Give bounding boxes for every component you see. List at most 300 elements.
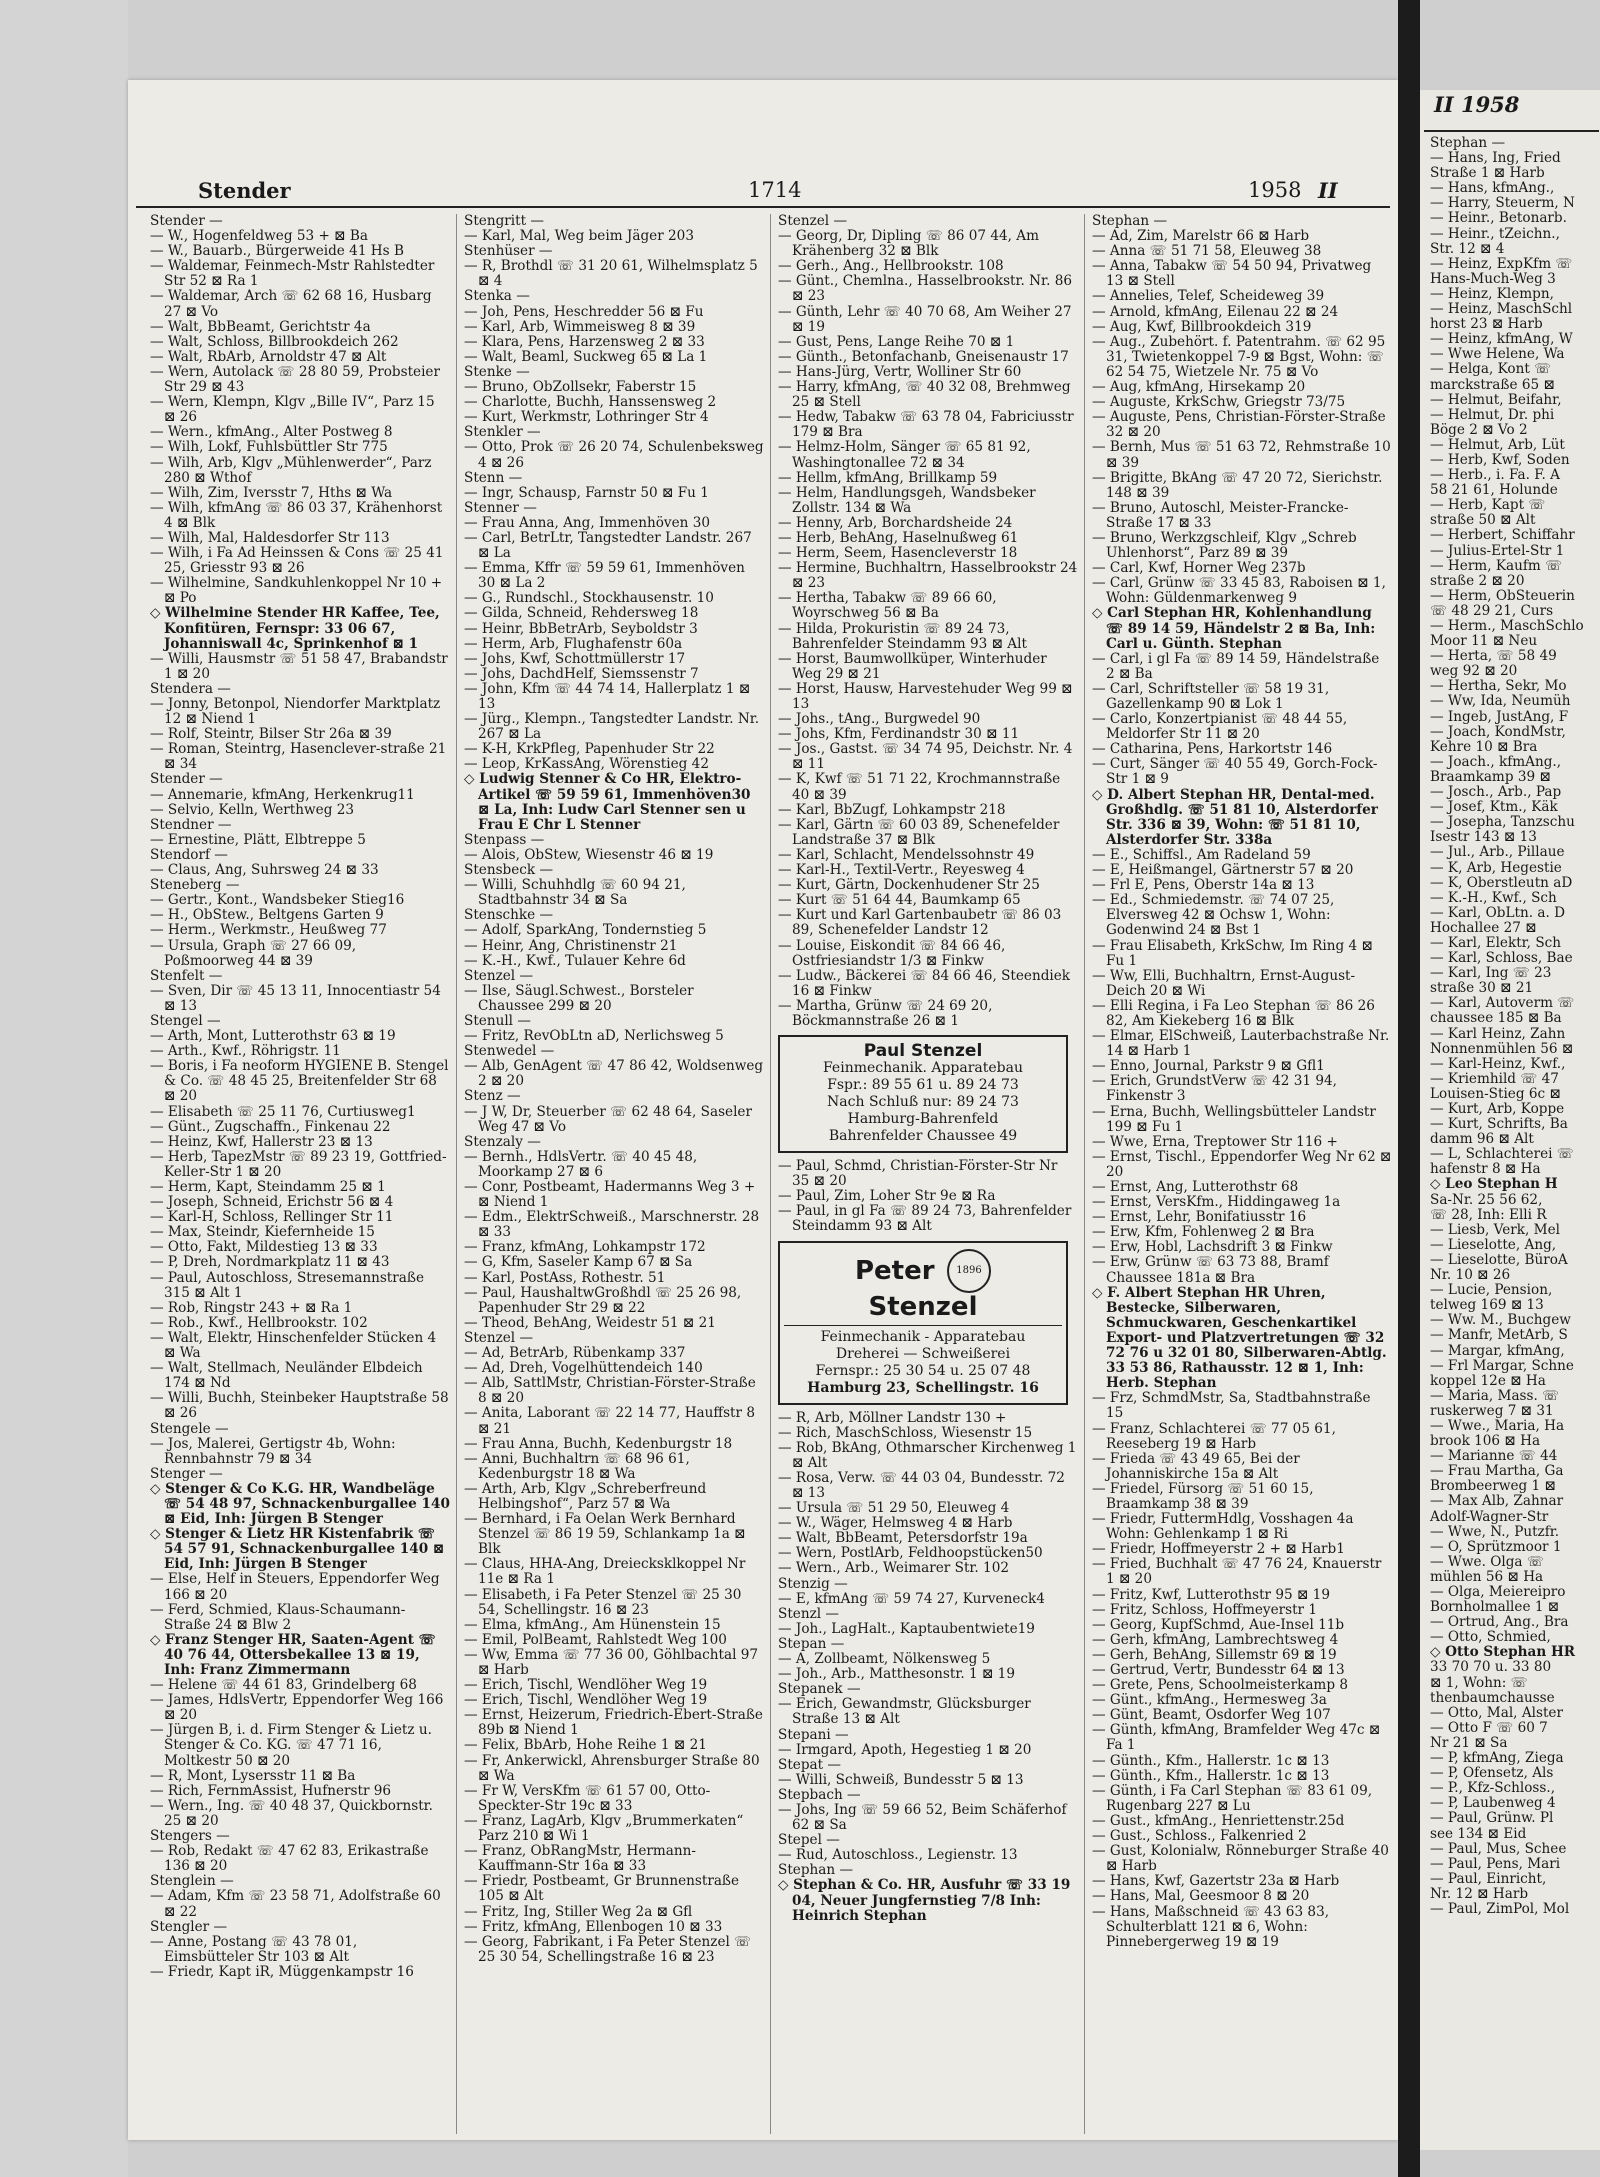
- adjacent-entry: Str. 12 ⊠ 4: [1430, 240, 1505, 257]
- directory-entry: — Kurt, Gärtn, Dockenhudener Str 25: [778, 877, 1040, 894]
- directory-entry: — Wern., Ing. ☏ 40 48 37, Quickbornstr. 25 ⊠ 20: [150, 1797, 434, 1829]
- directory-entry: — Fritz, Kwf, Lutterothstr 95 ⊠ 19: [1092, 1586, 1330, 1603]
- adjacent-entry: straße 50 ⊠ Alt: [1430, 512, 1536, 529]
- adjacent-entry: — Olga, Meiereipro: [1430, 1584, 1566, 1600]
- directory-entry: — Herb, TapezMstr ☏ 89 23 19, Gottfried-Keller-Str 1 ⊠ 20: [150, 1148, 447, 1180]
- directory-entry: — Karl, Arb, Wimmeisweg 8 ⊠ 39: [464, 318, 696, 335]
- surname-heading: Stepanek —: [778, 1681, 861, 1698]
- directory-entry: — Grete, Pens, Schoolmeisterkamp 8: [1092, 1677, 1348, 1694]
- directory-entry: — Rich, FernmAssist, Hufnerstr 96: [150, 1782, 392, 1799]
- year-label: 1958: [1248, 178, 1302, 202]
- directory-entry: — Ingr, Schausp, Farnstr 50 ⊠ Fu 1: [464, 484, 709, 501]
- adjacent-entry: — Harry, Steuerm, N: [1430, 195, 1575, 212]
- adjacent-entry: weg 92 ⊠ 20: [1430, 663, 1518, 680]
- directory-entry: — Walt, Elektr, Hinschenfelder Stücken 4 ⊠ Wa: [150, 1329, 437, 1362]
- adjacent-entry: — Otto F ☏ 60 7: [1430, 1719, 1548, 1736]
- surname-heading: Stenzl —: [778, 1605, 839, 1622]
- directory-entry: — Bruno, Werkzgschleif, Klgv „Schreb Uhlenhorst“, Parz 89 ⊠ 39: [1092, 529, 1357, 562]
- directory-entry: — Emma, Kffr ☏ 59 59 61, Immenhöven 30 ⊠ La 2: [464, 560, 745, 592]
- adjacent-entry: — Kriemhild ☏ 47: [1430, 1070, 1559, 1087]
- directory-entry: — R, Arb, Möllner Landstr 130 +: [778, 1409, 1007, 1426]
- ad-title-last: Stenzel: [868, 1291, 978, 1322]
- directory-entry: — Ad, Dreh, Vogelhüttendeich 140: [464, 1360, 703, 1377]
- adjacent-entry: — Frl Margar, Schne: [1430, 1357, 1574, 1374]
- directory-entry: — Erich, Tischl, Wendlöher Weg 19: [464, 1677, 708, 1694]
- directory-entry: — Ww, Emma ☏ 77 36 00, Göhlbachtal 97 ⊠ Harb: [464, 1646, 759, 1678]
- directory-entry: — E, Heißmangel, Gärtnerstr 57 ⊠ 20: [1092, 862, 1354, 879]
- directory-entry: — Gilda, Schneid, Rehdersweg 18: [464, 605, 699, 622]
- adjacent-entry: — Liesb, Verk, Mel: [1430, 1221, 1560, 1238]
- directory-entry: — Paul, HaushaltwGroßhdl ☏ 25 26 98, Papenhuder Str 29 ⊠ 22: [464, 1284, 742, 1316]
- directory-entry: — Herb, BehAng, Haselnußweg 61: [778, 529, 1019, 546]
- ad-paul-stenzel: [778, 1035, 1068, 1153]
- directory-entry: — Wwe, Erna, Treptower Str 116 +: [1092, 1133, 1338, 1150]
- adjacent-entry: — Ww, Ida, Neumüh: [1430, 693, 1571, 710]
- directory-entry: — Walt, Beaml, Suckweg 65 ⊠ La 1: [464, 348, 708, 365]
- directory-entry: — Herm, Seem, Hasencleverstr 18: [778, 545, 1018, 562]
- directory-entry: — Wern., kfmAng., Alter Postweg 8: [150, 424, 393, 441]
- directory-entry: — Willi, Schweiß, Bundesstr 5 ⊠ 13: [778, 1771, 1024, 1788]
- directory-entry: — J W, Dr, Steuerber ☏ 62 48 64, Saseler Weg 47 ⊠ Vo: [464, 1103, 752, 1135]
- surname-heading: Stenzaly —: [464, 1133, 541, 1150]
- directory-entry: — Karl, BbZugf, Lohkampstr 218: [778, 801, 1006, 818]
- directory-entry: — Otto, Fakt, Mildestieg 13 ⊠ 33: [150, 1239, 378, 1256]
- adjacent-entry: — Herb, Kapt ☏: [1430, 497, 1546, 514]
- directory-entry: — Paul, in gl Fa ☏ 89 24 73, Bahrenfelder Steindamm 93 ⊠ Alt: [778, 1203, 1072, 1235]
- directory-entry: — Günth, kfmAng, Bramfelder Weg 47c ⊠ Fa 1: [1092, 1722, 1381, 1754]
- adjacent-entry: — Paul, ZimPol, Mol: [1430, 1900, 1570, 1917]
- adjacent-entry: — Karl, Elektr, Sch: [1430, 934, 1562, 951]
- directory-entry: — Joh., Arb., Matthesonstr. 1 ⊠ 19: [778, 1666, 1015, 1683]
- adjacent-entry: — Josef, Ktm., Käk: [1430, 799, 1558, 816]
- directory-entry: — Selvio, Kelln, Werthweg 23: [150, 801, 355, 818]
- directory-entry: — A, Zollbeamt, Nölkensweg 5: [778, 1651, 991, 1668]
- adjacent-entry: — K, Arb, Hegestie: [1430, 859, 1562, 876]
- adjacent-entry: — Herm, ObSteuerin: [1430, 587, 1575, 604]
- book-gutter: [1398, 0, 1420, 2177]
- directory-entry: — Louise, Eiskondit ☏ 84 66 46, Ostfriesiandstr 1/3 ⊠ Finkw: [778, 937, 1006, 969]
- directory-entry: — Gust, Pens, Lange Reihe 70 ⊠ 1: [778, 333, 1015, 350]
- directory-entry: — Georg, KupfSchmd, Aue-Insel 11b: [1092, 1616, 1345, 1633]
- adjacent-entry: koppel 12e ⊠ Ha: [1430, 1372, 1546, 1389]
- directory-entry: — Charlotte, Buchh, Hanssensweg 2: [464, 394, 717, 411]
- directory-entry: — Willi, Schuhhdlg ☏ 60 94 21, Stadtbahnstr 34 ⊠ Sa: [464, 877, 686, 909]
- directory-entry: — Horst, Hausw, Harvestehuder Weg 99 ⊠ 13: [778, 680, 1073, 712]
- surname-heading: Stengele —: [150, 1420, 229, 1437]
- adjacent-entry: 33 70 70 u. 33 80: [1430, 1659, 1552, 1676]
- adjacent-entry: ☏ 48 29 21, Curs: [1430, 602, 1554, 619]
- directory-entry: — Ursula, Graph ☏ 27 66 09, Poßmoorweg 44 ⊠ 39: [150, 937, 357, 969]
- adjacent-entry: — Max Alb, Zahnar: [1430, 1493, 1564, 1510]
- directory-entry: — E., Schiffsl., Am Radeland 59: [1092, 846, 1311, 863]
- adjacent-entry: — Joach, KondMstr,: [1430, 723, 1566, 740]
- directory-entry: — Anna ☏ 51 71 58, Eleuweg 38: [1092, 243, 1322, 260]
- adjacent-entry: — Kurt, Schrifts, Ba: [1430, 1116, 1568, 1133]
- column-4: [1092, 214, 1392, 1950]
- surname-heading: Stender —: [150, 213, 223, 229]
- directory-entry: — Joh, Pens, Heschredder 56 ⊠ Fu: [464, 303, 704, 320]
- directory-entry: — Waldemar, Arch ☏ 62 68 16, Husbarg 27 ⊠ Vo: [150, 288, 432, 320]
- firm-entry: ◇ F. Albert Stephan HR Uhren, Bestecke, Silberwaren, Schmuckwaren, Geschenkartikel Export- und Platzvertretungen ☏ 32 72 76 u 32 01 80, Silberwaren-Abtlg. 33 53 86, Rathausstr. 12 ⊠ 1, Inh: Herb. Stephan: [1092, 1284, 1387, 1392]
- surname-heading: Stenner —: [464, 499, 537, 516]
- directory-entry: — Jonny, Betonpol, Niendorfer Marktplatz 12 ⊠ Niend 1: [150, 696, 441, 728]
- adjacent-entry: — Maria, Mass. ☏: [1430, 1387, 1560, 1404]
- ad-line: Feinmechanik. Apparatebau: [822, 1060, 1024, 1077]
- surname-heading: Stepat —: [778, 1756, 842, 1773]
- adjacent-entry: Hochallee 27 ⊠: [1430, 919, 1537, 936]
- directory-entry: — Erw, Hobl, Lachsdrift 3 ⊠ Finkw: [1092, 1239, 1333, 1256]
- directory-entry: — Hans, Kwf, Gazertstr 23a ⊠ Harb: [1092, 1873, 1340, 1890]
- surname-heading: Stendorf —: [150, 846, 228, 863]
- directory-entry: — Gerh, BehAng, Sillemstr 69 ⊠ 19: [1092, 1646, 1337, 1663]
- directory-entry: — Heinr, BbBetrArb, Seyboldstr 3: [464, 620, 698, 637]
- directory-entry: — Ad, BetrArb, Rübenkamp 337: [464, 1345, 686, 1362]
- directory-entry: — Elma, kfmAng., Am Hünenstein 15: [464, 1616, 721, 1633]
- directory-entry: — Franz, ObRangMstr, Hermann-Kauffmann-Str 16a ⊠ 33: [464, 1843, 696, 1875]
- adjacent-entry: — Paul, Einricht,: [1430, 1870, 1547, 1887]
- directory-entry: — Arth, Arb, Klgv „Schreberfreund Helbingshof“, Parz 57 ⊠ Wa: [464, 1480, 707, 1512]
- directory-entry: — Johs, Kfm, Ferdinandstr 30 ⊠ 11: [778, 726, 1020, 743]
- directory-entry: — Gerh., Ang., Hellbrookstr. 108: [778, 258, 1004, 275]
- directory-entry: — Walt, Schloss, Billbrookdeich 262: [150, 333, 399, 350]
- directory-entry: — Karl-H, Schloss, Rellinger Str 11: [150, 1209, 394, 1226]
- adjacent-entry: — Heinr., tZeichn.,: [1430, 225, 1560, 242]
- directory-entry: — Johs., tAng., Burgwedel 90: [778, 711, 981, 728]
- directory-entry: — Anne, Postang ☏ 43 78 01, Eimsbütteler Str 103 ⊠ Alt: [150, 1933, 358, 1965]
- directory-entry: — Felix, BbArb, Hohe Reihe 1 ⊠ 21: [464, 1737, 707, 1754]
- directory-entry: — Rob., Kwf., Hellbrookstr. 102: [150, 1314, 368, 1331]
- directory-entry: — Günth, Lehr ☏ 40 70 68, Am Weiher 27 ⊠ 19: [778, 303, 1072, 335]
- directory-entry: — Walt, RbArb, Arnoldstr 47 ⊠ Alt: [150, 348, 387, 365]
- adjacent-entry: — Wwe Helene, Wa: [1430, 346, 1565, 363]
- surname-heading: Stephan —: [1092, 213, 1168, 229]
- surname-heading: Stenull —: [464, 1012, 531, 1029]
- adjacent-entry: hafenstr 8 ⊠ Ha: [1430, 1161, 1541, 1178]
- directory-entry: — Günth., Betonfachanb, Gneisenaustr 17: [778, 348, 1069, 365]
- surname-heading: Stenwedel —: [464, 1043, 555, 1060]
- adjacent-entry: — Helmut, Beifahr,: [1430, 391, 1562, 408]
- directory-entry: — Friedr, FuttermHdlg, Vosshagen 4a Wohn: Gehlenkamp 1 ⊠ Ri: [1092, 1511, 1354, 1543]
- adjacent-entry: — Ingeb, JustAng, F: [1430, 708, 1569, 725]
- adjacent-entry: ☏ 28, Inh: Elli R: [1430, 1206, 1547, 1223]
- directory-entry: — Bruno, ObZollsekr, Faberstr 15: [464, 379, 697, 396]
- directory-entry: — Kurt und Karl Gartenbaubetr ☏ 86 03 89, Schenefelder Landstr 12: [778, 907, 1062, 939]
- directory-entry: — Arth, Mont, Lutterothstr 63 ⊠ 19: [150, 1028, 396, 1045]
- directory-entry: — Bernh., HdlsVertr. ☏ 40 45 48, Moorkamp 27 ⊠ 6: [464, 1148, 698, 1180]
- directory-entry: — Heinz, Kwf, Hallerstr 23 ⊠ 13: [150, 1133, 373, 1150]
- adjacent-entry: — Paul, Pens, Mari: [1430, 1855, 1561, 1872]
- directory-entry: — Karl, Gärtn ☏ 60 03 89, Schenefelder Landstraße 37 ⊠ Blk: [778, 816, 1060, 848]
- directory-entry: — Wern, Klempn, Klgv „Bille IV“, Parz 15 ⊠ 26: [150, 394, 435, 426]
- ad-line: Fernspr.: 25 30 54 u. 25 07 48: [815, 1362, 1031, 1379]
- adjacent-entry: — P, Laubenweg 4: [1430, 1795, 1556, 1812]
- adjacent-entry: — Lieselotte, Ang,: [1430, 1236, 1557, 1253]
- directory-entry: — Henny, Arb, Borchardsheide 24: [778, 514, 1013, 531]
- directory-entry: — Erich, Tischl, Wendlöher Weg 19: [464, 1692, 708, 1709]
- surname-heading: Stendner —: [150, 816, 232, 833]
- directory-entry: — Jürgen B, i. d. Firm Stenger & Lietz u. Stenger & Co. KG. ☏ 47 71 16, Moltkestr 50 ⊠ 20: [150, 1722, 432, 1769]
- adjacent-entry: Straße 1 ⊠ Harb: [1430, 165, 1545, 182]
- adjacent-entry: Nr. 10 ⊠ 26: [1430, 1267, 1511, 1284]
- directory-entry: — Erw, Grünw ☏ 63 73 88, Bramf Chaussee 181a ⊠ Bra: [1092, 1254, 1329, 1286]
- adjacent-entry: — Heinz, MaschSchl: [1430, 301, 1573, 318]
- directory-entry: — Herm, Arb, Flughafenstr 60a: [464, 635, 683, 652]
- directory-entry: — Fritz, Ing, Stiller Weg 2a ⊠ Gfl: [464, 1903, 693, 1920]
- directory-entry: — Frau Anna, Ang, Immenhöven 30: [464, 514, 711, 531]
- directory-entry: — Carl, BetrLtr, Tangstedter Landstr. 267 ⊠ La: [464, 529, 752, 562]
- directory-entry: — Aug, kfmAng, Hirsekamp 20: [1092, 379, 1306, 396]
- adjacent-entry: chaussee 185 ⊠ Ba: [1430, 1010, 1562, 1027]
- directory-entry: — Otto, Prok ☏ 26 20 74, Schulenbeksweg 4 ⊠ 26: [464, 439, 764, 471]
- directory-entry: — Jos, Malerei, Gertigstr 4b, Wohn: Rennbahnstr 79 ⊠ 34: [150, 1435, 396, 1467]
- adjacent-entry: Moor 11 ⊠ Neu: [1430, 633, 1538, 650]
- directory-entry: — Aug, Kwf, Billbrookdeich 319: [1092, 318, 1312, 335]
- directory-entry: — Hedw, Tabakw ☏ 63 78 04, Fabriciusstr 179 ⊠ Bra: [778, 409, 1074, 441]
- adjacent-entry: — L, Schlachterei ☏: [1430, 1146, 1574, 1163]
- firm-entry: ◇ Carl Stephan HR, Kohlenhandlung ☏ 89 14 59, Händelstr 2 ⊠ Ba, Inh: Carl u. Günth. Stephan: [1092, 605, 1376, 652]
- directory-entry: — H., ObStew., Beltgens Garten 9: [150, 907, 384, 924]
- directory-entry: — Günth., Kfm., Hallerstr. 1c ⊠ 13: [1092, 1767, 1330, 1784]
- surname-heading: Stenpass —: [464, 831, 545, 848]
- directory-page: [128, 80, 1398, 2140]
- column-3: [778, 214, 1078, 1924]
- directory-entry: — Wilh, Mal, Haldesdorfer Str 113: [150, 529, 390, 546]
- directory-entry: — Carl, Grünw ☏ 33 45 83, Raboisen ⊠ 1, Wohn: Güldenmarkenweg 9: [1092, 575, 1386, 607]
- adjacent-entry: — Paul, Mus, Schee: [1430, 1840, 1567, 1857]
- directory-entry: — Wern, PostlArb, Feldhoopstücken50: [778, 1545, 1043, 1562]
- directory-entry: — Elmar, ElSchweiß, Lauterbachstraße Nr. 14 ⊠ Harb 1: [1092, 1028, 1390, 1060]
- directory-entry: — Anna, Tabakw ☏ 54 50 94, Privatweg 13 ⊠ Stell: [1092, 258, 1372, 290]
- directory-entry: — Ernestine, Plätt, Elbtreppe 5: [150, 831, 366, 848]
- surname-heading: Stengel —: [150, 1012, 221, 1029]
- directory-entry: — Rob, Ringstr 243 + ⊠ Ra 1: [150, 1299, 353, 1316]
- directory-entry: — Fr W, VersKfm ☏ 61 57 00, Otto-Speckter-Str 19c ⊠ 33: [464, 1782, 711, 1814]
- adjacent-entry: — P., Kfz-Schloss.,: [1430, 1780, 1556, 1797]
- surname-heading: Stenn —: [464, 469, 523, 486]
- directory-entry: — K-H, KrkPfleg, Papenhuder Str 22: [464, 741, 715, 758]
- adjacent-entry: — Josepha, Tanzschu: [1430, 814, 1575, 831]
- adjacent-entry: — Otto, Mal, Alster: [1430, 1704, 1563, 1721]
- directory-entry: — Hans, Maßschneid ☏ 43 63 83, Schulterblatt 121 ⊠ 6, Wohn: Pinnebergerweg 19 ⊠ 19: [1092, 1903, 1330, 1950]
- directory-entry: — Günt., Zugschaffn., Finkenau 22: [150, 1118, 391, 1135]
- adjacent-entry: straße 30 ⊠ 21: [1430, 980, 1534, 997]
- directory-entry: — Helmz-Holm, Sänger ☏ 65 81 92, Washingtonallee 72 ⊠ 34: [778, 439, 1031, 471]
- surname-heading: Stephan —: [778, 1862, 854, 1879]
- directory-entry: — Helm, Handlungsgeh, Wandsbeker Zollstr. 134 ⊠ Wa: [778, 484, 1036, 516]
- surname-heading: Steneberg —: [150, 877, 240, 894]
- directory-entry: — Gerh, kfmAng, Lambrechtsweg 4: [1092, 1631, 1339, 1648]
- directory-entry: — Frau Elisabeth, KrkSchw, Im Ring 4 ⊠ Fu 1: [1092, 937, 1373, 969]
- adjacent-entry: — Josch., Arb., Pap: [1430, 784, 1562, 801]
- directory-entry: — Ilse, Säugl.Schwest., Borsteler Chaussee 299 ⊠ 20: [464, 982, 694, 1014]
- directory-entry: — Fritz, RevObLtn aD, Nerlichsweg 5: [464, 1028, 724, 1045]
- directory-entry: — Frau Anna, Buchh, Kedenburgstr 18: [464, 1435, 733, 1452]
- directory-entry: — G., Rundschl., Stockhausenstr. 10: [464, 590, 714, 607]
- adjacent-entry: — Wwe., Maria, Ha: [1430, 1417, 1565, 1434]
- surname-heading: Stenzel —: [464, 1329, 534, 1346]
- adjacent-entry: thenbaumchausse: [1430, 1689, 1555, 1706]
- directory-entry: — Alb, GenAgent ☏ 47 86 42, Woldsenweg 2 ⊠ 20: [464, 1058, 764, 1090]
- adjacent-entry: — Joach., kfmAng.,: [1430, 753, 1562, 770]
- directory-entry: — Ernst, Tischl., Eppendorfer Weg Nr 62 ⊠ 20: [1092, 1148, 1392, 1180]
- directory-entry: — Horst, Baumwollküper, Winterhuder Weg 29 ⊠ 21: [778, 650, 1047, 682]
- directory-entry: — Adolf, SparkAng, Tondernstieg 5: [464, 922, 707, 939]
- ad-line: Nach Schluß nur: 89 24 73: [827, 1094, 1019, 1111]
- directory-entry: — Günt., Chemlna., Hasselbrookstr. Nr. 86 ⊠ 23: [778, 273, 1073, 305]
- adjacent-entry: see 134 ⊠ Eid: [1430, 1825, 1527, 1842]
- directory-entry: — Ludw., Bäckerei ☏ 84 66 46, Steendiek 16 ⊠ Finkw: [778, 967, 1071, 999]
- directory-entry: — Karl, PostAss, Rothestr. 51: [464, 1269, 666, 1286]
- directory-entry: — Bernh, Mus ☏ 51 63 72, Rehmstraße 10 ⊠ 39: [1092, 439, 1391, 471]
- directory-entry: — Carl, Kwf, Horner Weg 237b: [1092, 560, 1306, 577]
- directory-entry: — Wilh, Lokf, Fuhlsbüttler Str 775: [150, 439, 388, 456]
- surname-heading: Stengler —: [150, 1918, 228, 1935]
- running-head-name: Stender: [198, 178, 291, 203]
- surname-heading: Stengritt —: [464, 213, 544, 229]
- directory-entry: — Frieda ☏ 43 49 65, Bei der Johanniskirche 15a ⊠ Alt: [1092, 1450, 1300, 1482]
- directory-entry: — W., Wäger, Helmsweg 4 ⊠ Harb: [778, 1515, 1013, 1532]
- directory-entry: — Gust., kfmAng., Henriettenstr.25d: [1092, 1812, 1345, 1829]
- directory-entry: — Franz, kfmAng, Lohkampstr 172: [464, 1239, 706, 1256]
- directory-entry: — W., Bauarb., Bürgerweide 41 Hs B: [150, 243, 404, 260]
- adjacent-entry: Sa-Nr. 25 56 62,: [1430, 1191, 1543, 1208]
- directory-entry: — Karl-H., Textil-Vertr., Reyesweg 4: [778, 862, 1025, 879]
- directory-entry: — Roman, Steintrg, Hasenclever-straße 21 ⊠ 34: [150, 741, 447, 773]
- directory-entry: — Emil, PolBeamt, Rahlstedt Weg 100: [464, 1631, 727, 1648]
- directory-entry: — Elli Regina, i Fa Leo Stephan ☏ 86 26 82, Am Kiekeberg 16 ⊠ Blk: [1092, 997, 1375, 1029]
- column-2: [464, 214, 764, 1965]
- firm-entry: ◇ Ludwig Stenner & Co HR, Elektro-Artikel ☏ 59 59 61, Immenhöven30 ⊠ La, Inh: Ludw Carl Stenner sen u Frau E Chr L Stenner: [464, 771, 751, 833]
- directory-entry: — Friedel, Fürsorg ☏ 51 60 15, Braamkamp 38 ⊠ 39: [1092, 1480, 1314, 1512]
- adjacent-entry: — Herbert, Schiffahr: [1430, 527, 1575, 544]
- firm-entry: ◇ Stephan & Co. HR, Ausfuhr ☏ 33 19 04, Neuer Jungfernstieg 7/8 Inh: Heinrich Stephan: [778, 1877, 1071, 1924]
- directory-entry: — Fr, Ankerwickl, Ahrensburger Straße 80 ⊠ Wa: [464, 1752, 760, 1784]
- directory-entry: — Willi, Buchh, Steinbeker Hauptstraße 58 ⊠ 26: [150, 1390, 449, 1422]
- page-number: 1714: [748, 178, 802, 202]
- adjacent-entry: — Manfr, MetArb, S: [1430, 1327, 1568, 1344]
- adjacent-entry: Isestr 143 ⊠ 13: [1430, 829, 1537, 846]
- ad-line: Feinmechanik - Apparatebau: [784, 1325, 1062, 1346]
- surname-heading: Stepan —: [778, 1635, 845, 1652]
- directory-entry: — R, Mont, Lysersstr 11 ⊠ Ba: [150, 1767, 356, 1784]
- surname-heading: Stenger —: [150, 1465, 223, 1482]
- adjacent-entry: — Lucie, Pension,: [1430, 1282, 1553, 1299]
- adjacent-entry: ◇ Leo Stephan H: [1430, 1176, 1558, 1193]
- directory-entry: — Erw, Kfm, Fohlenweg 2 ⊠ Bra: [1092, 1224, 1315, 1241]
- directory-entry: — Wern., Arb., Weimarer Str. 102: [778, 1560, 1009, 1577]
- directory-entry: — James, HdlsVertr, Eppendorfer Weg 166 ⊠ 20: [150, 1692, 444, 1724]
- directory-entry: — Anni, Buchhaltrn ☏ 68 96 61, Kedenburgstr 18 ⊠ Wa: [464, 1450, 690, 1482]
- directory-entry: — Klara, Pens, Harzensweg 2 ⊠ 33: [464, 333, 705, 350]
- adjacent-entry: — Julius-Ertel-Str 1: [1430, 542, 1565, 559]
- directory-entry: — Franz, LagArb, Klgv „Brummerkaten“ Parz 210 ⊠ Wi 1: [464, 1812, 744, 1845]
- directory-entry: — Ww, Elli, Buchhaltrn, Ernst-August-Deich 20 ⊠ Wi: [1092, 967, 1356, 999]
- adjacent-entry: — Herm., MaschSchlo: [1430, 618, 1584, 634]
- directory-entry: — R, Brothdl ☏ 31 20 61, Wilhelmsplatz 5 ⊠ 4: [464, 258, 758, 290]
- surname-heading: Stender —: [150, 771, 223, 788]
- adjacent-entry: horst 23 ⊠ Harb: [1430, 316, 1543, 333]
- directory-entry: — Friedr, Hoffmeyerstr 2 + ⊠ Harb1: [1092, 1541, 1345, 1558]
- adjacent-header-rule: [1424, 130, 1599, 132]
- adjacent-entry: Kehre 10 ⊠ Bra: [1430, 738, 1538, 755]
- adjacent-entry: — Ortrud, Ang., Bra: [1430, 1614, 1569, 1631]
- adjacent-entry: — Karl-Heinz, Kwf.,: [1430, 1055, 1566, 1072]
- adjacent-entry: — Heinr., Betonarb.: [1430, 210, 1567, 227]
- adjacent-entry: — P, kfmAng, Ziega: [1430, 1750, 1564, 1767]
- surname-heading: Stenzig —: [778, 1575, 848, 1592]
- directory-entry: — Wilh, kfmAng ☏ 86 03 37, Krähenhorst 4 ⊠ Blk: [150, 499, 443, 531]
- adjacent-entry: — Hans, Ing, Fried: [1430, 150, 1561, 167]
- directory-entry: — P, Dreh, Nordmarkplatz 11 ⊠ 43: [150, 1254, 390, 1271]
- adjacent-entry: — Hans, kfmAng.,: [1430, 180, 1555, 197]
- adjacent-entry: — Kurt, Arb, Koppe: [1430, 1101, 1565, 1117]
- directory-entry: — Walt, BbBeamt, Petersdorfstr 19a: [778, 1530, 1028, 1547]
- adjacent-entry: — Marianne ☏ 44: [1430, 1448, 1558, 1465]
- directory-entry: — Theod, BehAng, Weidestr 51 ⊠ 21: [464, 1314, 716, 1331]
- surname-heading: Stenka —: [464, 288, 530, 305]
- directory-entry: — Adam, Kfm ☏ 23 58 71, Adolfstraße 60 ⊠ 22: [150, 1888, 441, 1920]
- firm-entry: ◇ D. Albert Stephan HR, Dental-med. Großhdlg. ☏ 51 81 10, Alsterdorfer Str. 336 ⊠ 39, Wohn: ☏ 51 81 10, Alsterdorfer Str. 338a: [1092, 786, 1378, 848]
- ad-line: Dreherei — Schweißerei: [835, 1345, 1011, 1362]
- volume-label: II: [1318, 178, 1338, 203]
- directory-entry: — Alois, ObStew, Wiesenstr 46 ⊠ 19: [464, 846, 714, 863]
- directory-entry: — Karl, Mal, Weg beim Jäger 203: [464, 228, 694, 245]
- adjacent-entry: — Jul., Arb., Pillaue: [1430, 844, 1565, 861]
- founding-seal: 1896: [947, 1249, 991, 1293]
- directory-entry: — Günth, i Fa Carl Stephan ☏ 83 61 09, Rugenbarg 227 ⊠ Lu: [1092, 1782, 1373, 1814]
- directory-entry: — Annelies, Telef, Scheideweg 39: [1092, 288, 1325, 305]
- surname-heading: Stenfelt —: [150, 967, 223, 984]
- directory-entry: — Johs, DachdHelf, Siemssenstr 7: [464, 665, 699, 682]
- directory-entry: — Franz, Schlachterei ☏ 77 05 61, Reeseberg 19 ⊠ Harb: [1092, 1420, 1336, 1452]
- directory-entry: — Fritz, Schloss, Hoffmeyerstr 1: [1092, 1601, 1318, 1618]
- directory-entry: — Arnold, kfmAng, Eilenau 22 ⊠ 24: [1092, 303, 1339, 320]
- directory-entry: — Ernst, Lehr, Bonifatiusstr 16: [1092, 1209, 1307, 1226]
- adjacent-entry: Louisen-Stieg 6c ⊠: [1430, 1085, 1561, 1102]
- directory-entry: — Harry, kfmAng, ☏ 40 32 08, Brehmweg 25 ⊠ Stell: [778, 379, 1071, 411]
- adjacent-entry: — Herb, Kwf, Soden: [1430, 451, 1570, 468]
- adjacent-entry: — Lieselotte, BüroA: [1430, 1251, 1568, 1268]
- directory-entry: — Rolf, Steintr, Bilser Str 26a ⊠ 39: [150, 726, 392, 743]
- surname-heading: Stenkler —: [464, 424, 541, 441]
- adjacent-entry: — Karl, ObLtn. a. D: [1430, 904, 1566, 921]
- directory-entry: — Hans, Mal, Geesmoor 8 ⊠ 20: [1092, 1888, 1310, 1905]
- adjacent-entry: — P, Ofensetz, Als: [1430, 1765, 1554, 1782]
- surname-heading: Stensbeck —: [464, 862, 554, 879]
- directory-entry: — G, Kfm, Saseler Kamp 67 ⊠ Sa: [464, 1254, 693, 1271]
- ad-line: Hamburg 23, Schellingstr. 16: [807, 1379, 1039, 1396]
- directory-entry: — Walt, Stellmach, Neuländer Elbdeich 174 ⊠ Nd: [150, 1360, 423, 1392]
- directory-entry: — Günth., Kfm., Hallerstr. 1c ⊠ 13: [1092, 1752, 1330, 1769]
- adjacent-column: [1430, 136, 1600, 1917]
- firm-entry: ◇ Stenger & Lietz HR Kistenfabrik ☏ 54 57 91, Schnackenburgallee 140 ⊠ Eid, Inh: Jürgen B Stenger: [150, 1526, 445, 1573]
- directory-entry: — Waldemar, Feinmech-Mstr Rahlstedter Str 52 ⊠ Ra 1: [150, 258, 435, 290]
- directory-entry: — Hellm, kfmAng, Brillkamp 59: [778, 469, 998, 486]
- directory-entry: — Hilda, Prokuristin ☏ 89 24 73, Bahrenfelder Steindamm 93 ⊠ Alt: [778, 620, 1027, 652]
- directory-entry: — Catharina, Pens, Harkortstr 146: [1092, 741, 1333, 758]
- directory-entry: — Herm., Werkmstr., Heußweg 77: [150, 922, 387, 939]
- directory-entry: — Paul, Autoschloss, Stresemannstraße 315 ⊠ Alt 1: [150, 1269, 424, 1301]
- adjacent-entry: — Margar, kfmAng,: [1430, 1342, 1565, 1359]
- adjacent-entry: Stephan —: [1430, 135, 1506, 151]
- surname-heading: Stenschke —: [464, 907, 554, 924]
- directory-entry: — Gertr., Kont., Wandsbeker Stieg16: [150, 892, 405, 909]
- directory-entry: — Willi, Hausmstr ☏ 51 58 47, Brabandstr 1 ⊠ 20: [150, 650, 448, 682]
- ad-title: Paul Stenzel: [863, 1041, 983, 1062]
- directory-entry: — Paul, Schmd, Christian-Förster-Str Nr 35 ⊠ 20: [778, 1158, 1058, 1190]
- directory-entry: — Leop, KrKassAng, Wörenstieg 42: [464, 756, 709, 773]
- adjacent-entry: — K.-H., Kwf., Sch: [1430, 889, 1557, 906]
